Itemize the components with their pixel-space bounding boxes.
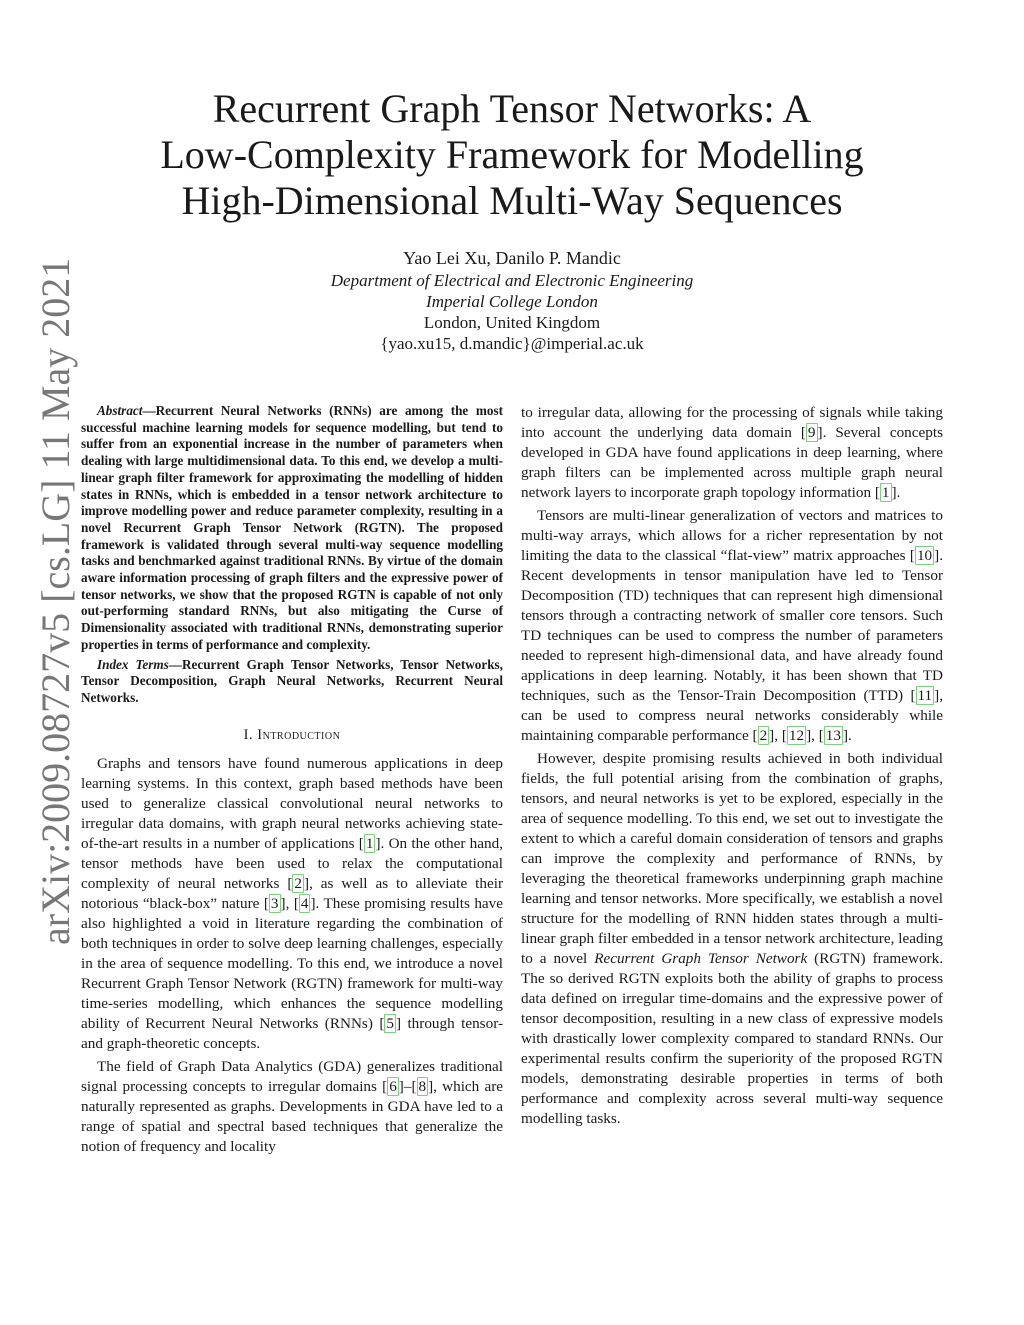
text-run: to irregular data, allowing for the processing of signals while taking into account the underlying data domain	[521, 404, 943, 441]
text-run: (RGTN) framework. The so derived RGTN exploits both the ability of graphs to process data defined on irregular time-domains and the expressive power of tensor decomposition, resulting in a new class of expressive models with drastically lower complexity compared to standard RNNs. Our experimental results confirm the superiority of the proposed RGTN models, demonstrating desirable properties in terms of both performance and complexity across several multi-way sequence modelling tasks.	[521, 950, 943, 1127]
intro-paragraph: to irregular data, allowing for the processing of signals while taking into account the underlying data domain [ 9 ]. Several concepts developed in GDA have found applications in deep learning, where graph filters can be implemented across multiple graph neural network layers to incorporate graph topology information [ 1 ].	[521, 404, 943, 501]
author-email: {yao.xu15, d.mandic}@imperial.ac.uk	[380, 334, 644, 353]
arxiv-identifier-stamp: arXiv:2009.08727v5 [cs.LG] 11 May 2021	[33, 257, 78, 945]
citation-link[interactable]: 5	[386, 1014, 394, 1032]
paper-title	[110, 86, 914, 224]
intro-paragraph: Graphs and tensors have found numerous applications in deep learning systems. In this context, graph based methods have been used to generalize classical convolutional neural networks to irregular data domains, with graph neural networks achieving state-of-the-art results in a number of applications [ 1 ]. On the other hand, tensor methods have been used to relax the computational complexity of neural networks [ 2 ], as well as to alleviate their notorious “black-box” nature [ 3 ], [ 4 ]. These promising results have also highlighted a void in literature regarding the combination of both techniques in order to solve deep learning challenges, especially in the area of sequence modelling. To this end, we introduce a novel Recurrent Graph Tensor Network (RGTN) framework for multi-way time-series modelling, which enhances the sequence modelling ability of Recurrent Neural Networks (RNNs) [ 5 ] through tensor- and graph-theoretic concepts.	[81, 754, 504, 1052]
text-run: The field of Graph Data Analytics (GDA) generalizes traditional signal processing concepts to irregular domains	[81, 1057, 503, 1095]
title-line: Recurrent Graph Tensor Networks: A	[212, 86, 812, 131]
text-run: However, despite promising results achieved in both individual fields, the full potential arising from the combination of graphs, tensors, and neural networks is yet to be explored, especially in the area of sequence modelling. To this end, we set out to investigate the extent to which a careful domain consideration of tensors and graphs can improve the complexity and performance of RNNs, by leveraging the theoretical frameworks underpinning graph machine learning and tensor networks. More specifically, we establish a novel structure for the modelling of RNN hidden states through a multi-linear graph filter embedded in a tensor network architecture, leading to a novel	[521, 750, 943, 967]
intro-paragraph: The field of Graph Data Analytics (GDA) generalizes traditional signal processing concepts to irregular domains [ 6 ]–[ 8 ], which are naturally represented as graphs. Developments in GDA have led to a range of spatial and spectral based techniques that generalize the notion of frequency and locality	[81, 1057, 504, 1155]
citation-link[interactable]: 4	[300, 894, 309, 912]
text-run: , as well as to alleviate their notorious “black-box” nature	[81, 874, 503, 912]
intro-paragraph: Tensors are multi-linear generalization of vectors and matrices to multi-way arrays, which allows for a richer representation by not limiting the data to the classical “flat-view” matrix approaches [ 10 ]. Recent developments in tensor manipulation have led to Tensor Decomposition (TD) techniques that can represent high dimensional tensors through a contracting network of smaller core tensors. Such TD techniques can be used to compress the number of parameters needed to represent high-dimensional data, and have already found applications in deep learning. Notably, it has been shown that TD techniques, such as the Tensor-Train Decomposition (TTD) [ 11 ], can be used to compress neural networks considerably while maintaining comparable performance [ 2 ], [ 12 ], [ 13 ].	[521, 507, 943, 744]
index-terms	[81, 657, 503, 707]
citation-link[interactable]: 13	[825, 727, 841, 744]
title-line: Low-Complexity Framework for Modelling	[160, 132, 864, 177]
section-heading	[81, 725, 503, 745]
right-column	[521, 403, 943, 1132]
text-run: . Several concepts developed in GDA have found applications in deep learning, where graph filters can be implemented across multiple graph neural network layers to incorporate graph topology information	[521, 424, 943, 501]
text-run: . On the other hand, tensor methods have been used to relax the computational complexity of neural networks	[81, 834, 503, 892]
text-run: ,	[774, 727, 782, 744]
author-institution: Imperial College London	[426, 292, 598, 311]
intro-paragraph	[521, 749, 943, 1129]
text-run: . These promising results have also highlighted a void in literature regarding the combination of both techniques in order to solve deep learning challenges, especially in the area of sequence modelling. To this end, we introduce a novel Recurrent Graph Tensor Network (RGTN) framework for multi-way time-series modelling, which enhances the sequence modelling ability of Recurrent Neural Networks (RNNs)	[81, 894, 504, 1032]
citation-link[interactable]: 6	[389, 1077, 397, 1095]
text-run: through tensor- and graph-theoretic concepts.	[81, 1014, 504, 1052]
text-run: Tensors are multi-linear generalization of vectors and matrices to multi-way arrays, which allows for a richer representation by not limiting the data to the classical “flat-view” matrix approaches	[521, 507, 943, 564]
left-column	[81, 403, 503, 1160]
author-names: Yao Lei Xu, Danilo P. Mandic	[403, 248, 621, 268]
citation-link[interactable]: 1	[881, 484, 890, 501]
abstract-label: Abstract	[97, 403, 143, 418]
abstract	[81, 403, 503, 654]
text-run: ,	[811, 727, 819, 744]
index-terms-text: —Recurrent Graph Tensor Networks, Tensor Networks, Tensor Decomposition, Graph Neural Networks, Recurrent Neural Networks.	[81, 656, 503, 705]
section-title: Introduction	[257, 726, 341, 743]
author-location: London, United Kingdom	[423, 313, 601, 332]
citation-link[interactable]: 12	[788, 727, 805, 744]
text-run: , can be used to compress neural networks considerably while maintaining comparable performance	[521, 687, 943, 744]
abstract-text: —Recurrent Neural Networks (RNNs) are among the most successful machine learning models for sequence modelling, but tend to suffer from an exponential increase in the number of parameters when dealing with large multidimensional data. To this end, we develop a multi-linear graph filter framework for approximating the modelling of hidden states in RNNs, which is embedded in a tensor network architecture to improve modelling power and reduce parameter complexity, resulting in a novel Recurrent Graph Tensor Network (RGTN). The proposed framework is validated through several multi-way sequence modelling tasks and benchmarked against traditional RNNs. By virtue of the domain aware information processing of graph filters and the expressive power of tensor networks, we show that the proposed RGTN is capable of not only out-performing standard RNNs, but also mitigating the Curse of Dimensionality associated with traditional RNNs, demonstrating superior properties in terms of performance and complexity.	[81, 403, 503, 652]
title-line: High-Dimensional Multi-Way Sequences	[181, 178, 843, 223]
citation-link[interactable]: 10	[916, 547, 933, 564]
section-number: I.	[243, 726, 254, 743]
text-run: .	[848, 727, 852, 744]
text-run: . Recent developments in tensor manipulation have led to Tensor Decomposition (TD) techniques that can represent high dimensional tensors through a contracting network of smaller core tensors. Such TD techniques can be used to compress the number of parameters needed to represent high-dimensional data, and have already found applications in deep learning. Notably, it has been shown that TD techniques, such as the Tensor-Train Decomposition (TTD)	[521, 547, 943, 704]
author-department: Department of Electrical and Electronic Engineering	[330, 271, 694, 290]
author-block	[200, 248, 824, 354]
citation-link[interactable]: 3	[270, 894, 279, 912]
text-run: , which are naturally represented as graphs. Developments in GDA have led to a range of spatial and spectral based techniques that generalize the notion of frequency and locality	[81, 1077, 504, 1155]
citation-link[interactable]: 2	[759, 727, 768, 744]
text-run: ,	[285, 894, 294, 912]
index-terms-label: Index Terms	[97, 656, 169, 672]
citation-link[interactable]: 2	[294, 874, 302, 892]
text-run: .	[896, 484, 901, 501]
citation-link[interactable]: 11	[917, 687, 933, 704]
citation-link[interactable]: 9	[807, 424, 816, 441]
text-run-italic: Recurrent Graph Tensor Network	[594, 950, 808, 967]
text-run: –	[403, 1077, 412, 1095]
text-run: Graphs and tensors have found numerous applications in deep learning systems. In this context, graph based methods have been used to generalize classical convolutional neural networks to irregular data domains, with graph neural networks achieving state-of-the-art results in a number of applications	[81, 754, 503, 852]
citation-link[interactable]: 1	[365, 834, 374, 852]
citation-link[interactable]: 8	[418, 1077, 427, 1095]
